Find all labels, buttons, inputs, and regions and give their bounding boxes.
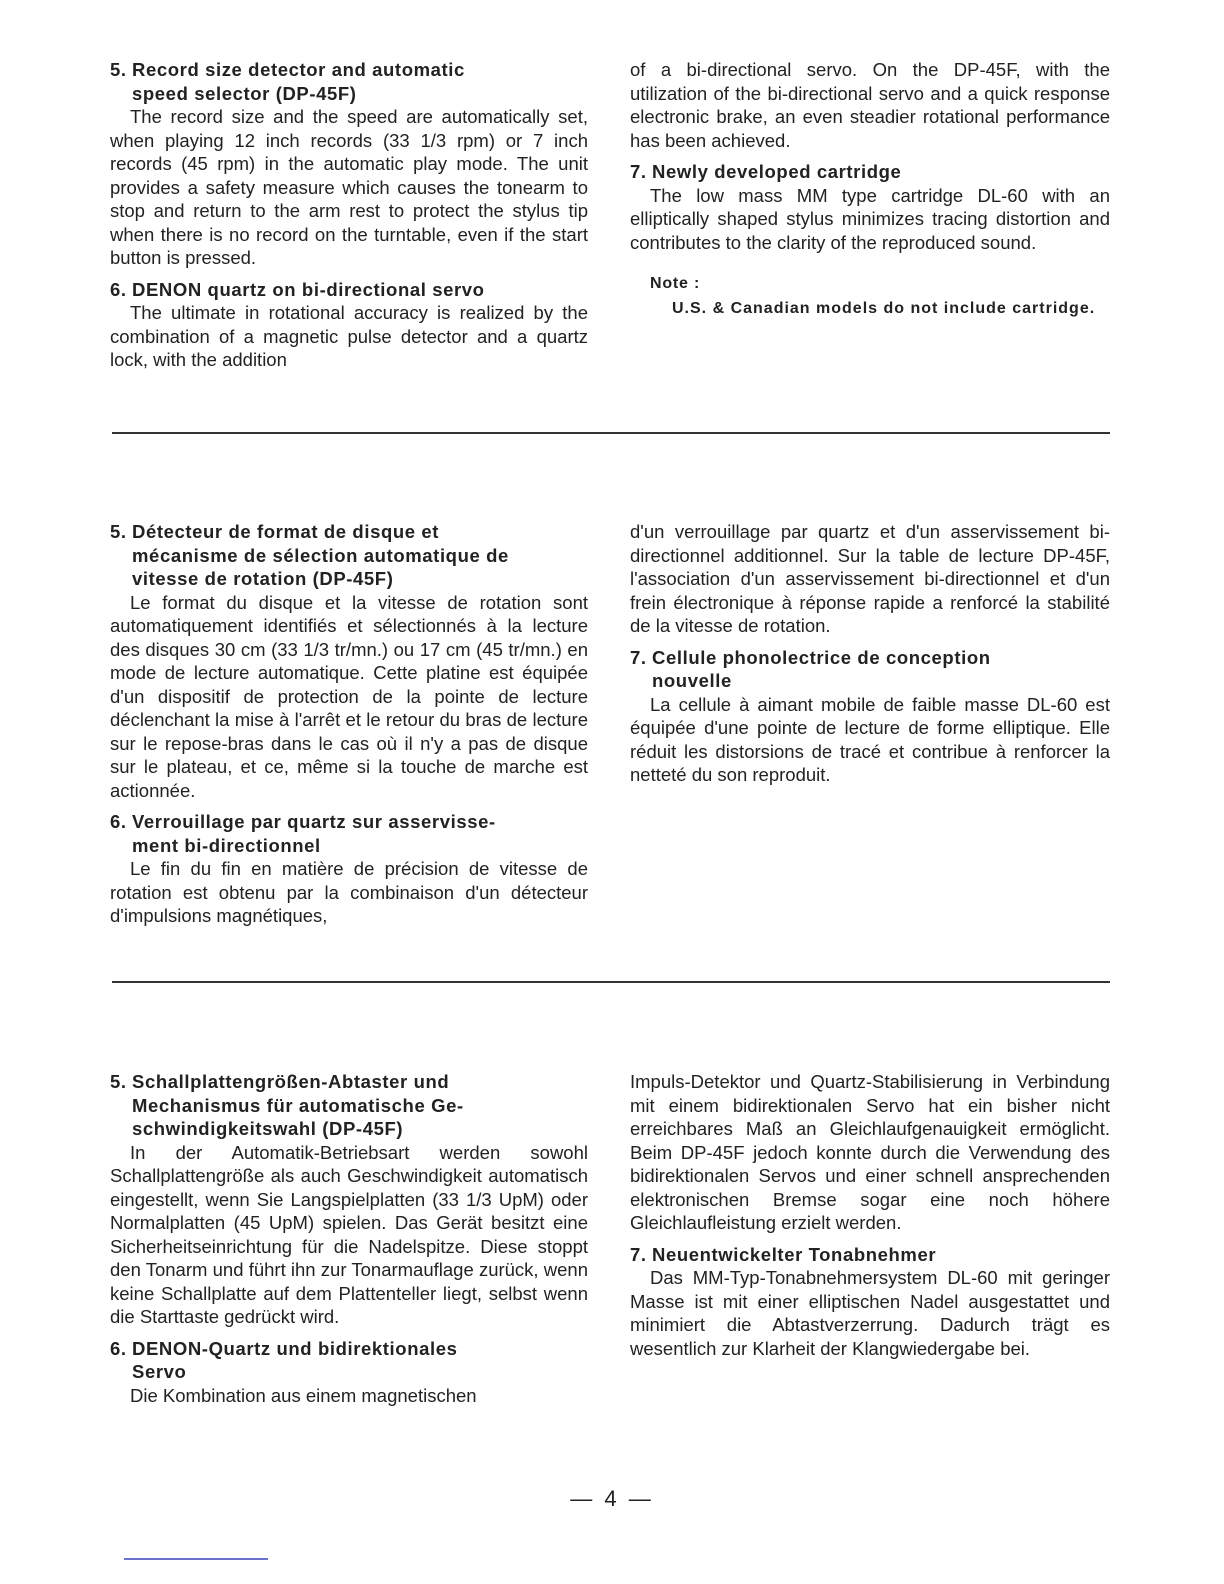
en-s6-heading: 6. DENON quartz on bi-directional servo: [110, 278, 485, 300]
footer-link-underline[interactable]: [124, 1558, 268, 1560]
fr-s5-body: Le format du disque et la vitesse de rotation sont automatiquement identifiés et sélectionnés à la lecture des disques 30 cm (33 1/3 tr/mn.) ou 17 cm (45 tr/mn.) en mode de lecture automatique. Cette platine est équipée d'un dispositif de protection de la pointe de lecture déclenchant la mise à l'arrêt et le retour du bras de lecture sur le repose-bras dans le cas où il n'y a pas de disque sur le plateau, et ce, même si la touche de marche est actionnée.: [110, 591, 588, 801]
german-section: [110, 1070, 1110, 1415]
fr-s6-heading: 6. Verrouillage par quartz sur asservisse- ment bi-directionnel: [110, 811, 496, 856]
en-s6-body: The ultimate in rotational accuracy is realized by the combination of a magnetic pulse detector and a quartz lock, with the addition: [110, 302, 588, 370]
en-s5-body: The record size and the speed are automatically set, when playing 12 inch records (33 1/3 rpm) or 7 inch records (45 rpm) in the automatic play mode. The unit provides a safety measure which causes the tonearm to stop and return to the arm rest to protect the stylus tip when there is no record on the turntable, even if the start button is pressed.: [110, 106, 588, 268]
de-s7-body: Das MM-Typ-Tonabnehmersystem DL-60 mit geringer Masse ist mit einer elliptischen Nadel ausgestattet und minimiert die Abtastverzerrung. Dadurch trägt es wesentlich zur Klarheit der Klangwiedergabe bei.: [630, 1267, 1110, 1359]
fr-s5-heading: 5. Détecteur de format de disque et mécanisme de sélection automatique de vitesse de rotation (DP-45F): [110, 521, 509, 589]
french-left-column: [110, 520, 588, 936]
divider-2: [112, 981, 1110, 983]
english-right-column: [630, 58, 1110, 380]
english-section: [110, 58, 1110, 380]
en-s6-body-continued: of a bi-directional servo. On the DP-45F, with the utilization of the bi-directional servo and a quick response electronic brake, an even steadier rotational performance has been achieved.: [630, 59, 1110, 151]
note-label: Note :: [650, 275, 701, 292]
note-text: U.S. & Canadian models do not include cartridge.: [672, 299, 1096, 317]
de-s5-heading: 5. Schallplattengrößen-Abtaster und Mechanismus für automatische Ge- schwindigkeitswahl (DP-45F): [110, 1071, 464, 1139]
german-left-column: [110, 1070, 588, 1415]
en-s7-heading: 7. Newly developed cartridge: [630, 161, 902, 182]
page-number: — 4 —: [570, 1486, 654, 1511]
en-s5-heading: 5. Record size detector and automatic speed selector (DP-45F): [110, 59, 465, 104]
fr-s7-heading: 7. Cellule phonolectrice de conception nouvelle: [630, 646, 991, 691]
fr-s6-body-continued: d'un verrouillage par quartz et d'un asservissement bi-directionnel additionnel. Sur la table de lecture DP-45F, l'association d'un asservissement bi-directionnel et d'un frein électronique à réponse rapide a renforcé la stabilité de la vitesse de rotation.: [630, 521, 1110, 636]
german-right-column: [630, 1070, 1110, 1415]
divider-1: [112, 432, 1110, 434]
de-s6-body: Die Kombination aus einem magnetischen: [130, 1384, 477, 1406]
fr-s6-body: Le fin du fin en matière de précision de vitesse de rotation est obtenu par la combinaison d'un détecteur d'impulsions magnétiques,: [110, 858, 588, 926]
fr-s7-body: La cellule à aimant mobile de faible masse DL-60 est équipée d'une pointe de lecture de forme elliptique. Elle réduit les distorsions de tracé et contribue à renforcer la netteté du son reproduit.: [630, 693, 1110, 785]
french-right-column: [630, 520, 1110, 936]
de-s7-heading: 7. Neuentwickelter Tonabnehmer: [630, 1243, 937, 1265]
de-s5-body: In der Automatik-Betriebsart werden sowohl Schallplattengröße als auch Geschwindigkeit automatisch eingestellt, wenn Sie Langspielplatten (33 1/3 UpM) oder Normalplatten (45 UpM) spielen. Das Gerät besitzt eine Sicherheitseinrichtung für die Nadelspitze. Diese stoppt den Tonarm und führt ihn zur Tonarmauflage zurück, wenn keine Schallplatte auf dem Plattenteller liegt, selbst wenn die Starttaste gedrückt wird.: [110, 1141, 588, 1327]
de-s6-body-continued: Impuls-Detektor und Quartz-Stabilisierung in Verbindung mit einem bidirektionalen Servo hat ein bisher nicht erreichbares Maß an Gleichlaufgenauigkeit ermöglicht. Beim DP-45F jedoch konnte durch die Verwendung des bidirektionalen Servos und einer schnell ansprechenden elektronischen Bremse sogar eine noch höhere Gleichlaufleistung erzielt werden.: [630, 1071, 1110, 1233]
de-s6-heading: 6. DENON-Quartz und bidirektionales Servo: [110, 1337, 458, 1382]
french-section: [110, 520, 1110, 936]
en-s7-body: The low mass MM type cartridge DL-60 with an elliptically shaped stylus minimizes tracing distortion and contributes to the clarity of the reproduced sound.: [630, 184, 1110, 253]
english-left-column: [110, 58, 588, 380]
